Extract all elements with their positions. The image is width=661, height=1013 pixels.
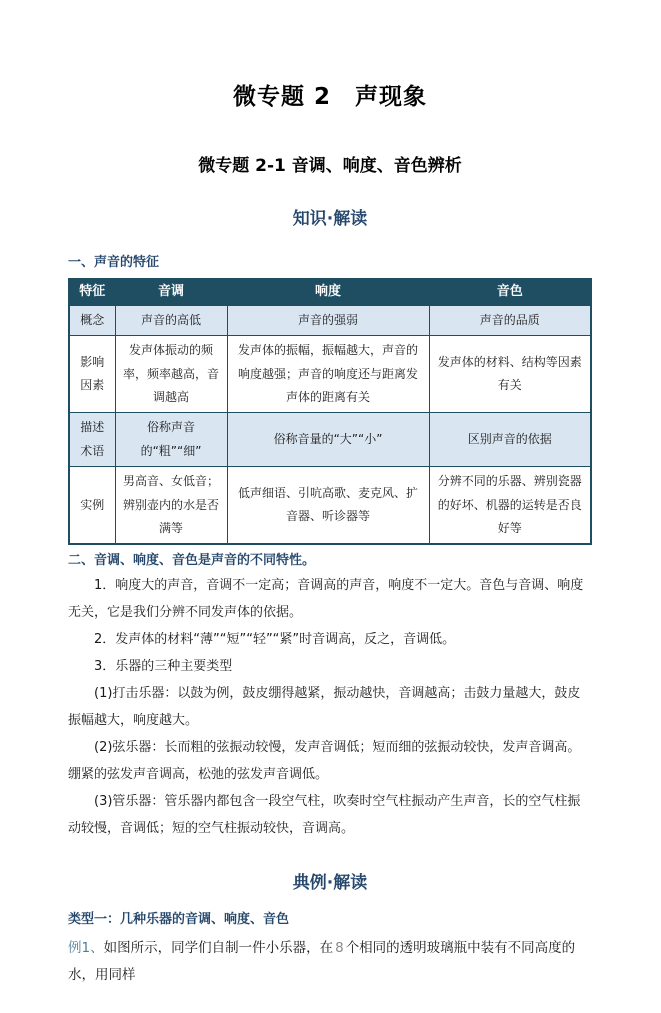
row-label: 概念	[69, 305, 115, 335]
knowledge-paragraph-6: (3)管乐器：管乐器内都包含一段空气柱，吹奏时空气柱振动产生声音，长的空气柱振动较慢，音调低；短的空气柱振动较快，音调高。	[68, 794, 581, 837]
table-row-terms	[69, 413, 591, 467]
knowledge-paragraph-3: 3．乐器的三种主要类型	[94, 659, 233, 675]
part2-heading: 二、音调、响度、音色是声音的不同特性。	[68, 553, 316, 569]
example-1-label: 例1、	[68, 940, 104, 957]
row-label: 实例	[69, 467, 115, 545]
table-cell: 声音的高低	[115, 305, 227, 335]
example-1-paragraph	[68, 935, 592, 989]
knowledge-paragraph-4: (1)打击乐器：以鼓为例，鼓皮绷得越紧，振动越快，音调越高；击鼓力量越大，鼓皮振幅越大，响度越大。	[68, 686, 581, 729]
table-cell: 分辨不同的乐器、辨别瓷器的好坏、机器的运转是否良好等	[429, 467, 591, 545]
example-1-text-after: 个相同的透明玻璃瓶中装有不同高度的水，用同样	[68, 940, 576, 984]
table-row-factors	[69, 336, 591, 413]
table-row-examples	[69, 467, 591, 545]
row-label: 描述术语	[69, 413, 115, 467]
table-cell: 发声体振动的频率，频率越高，音调越高	[115, 336, 227, 413]
sound-features-table	[68, 278, 592, 545]
table-cell: 声音的强弱	[227, 305, 429, 335]
example-1-text-before: 如图所示，同学们自制一件小乐器，在	[103, 940, 334, 957]
header-cell-loudness: 响度	[227, 279, 429, 305]
part1-heading: 一、声音的特征	[68, 255, 160, 270]
header-cell-feature: 特征	[69, 279, 115, 305]
header-cell-timbre: 音色	[429, 279, 591, 305]
table-cell: 俗称声音的“粗”“细”	[115, 413, 227, 467]
table-cell: 低声细语、引吭高歌、麦克风、扩音器、听诊器等	[227, 467, 429, 545]
page-title: 微专题 2 声现象	[232, 84, 427, 110]
example-section-heading: 典例·解读	[292, 873, 368, 894]
row-label: 影响因素	[69, 336, 115, 413]
knowledge-section-heading: 知识·解读	[292, 209, 368, 229]
knowledge-paragraph-1: 1．响度大的声音，音调不一定高；音调高的声音，响度不一定大。音色与音调、响度无关，它是我们分辨不同发声体的依据。	[68, 578, 584, 621]
table-cell: 区别声音的依据	[429, 413, 591, 467]
knowledge-paragraph-5: (2)弦乐器：长而粗的弦振动较慢，发声音调低；短而细的弦振动较快，发声音调高。绷紧的弦发声音调高，松弛的弦发声音调低。	[68, 740, 581, 783]
table-cell: 发声体的材料、结构等因素有关	[429, 336, 591, 413]
table-cell: 俗称音量的“大”“小”	[227, 413, 429, 467]
example-type-heading: 类型一：几种乐器的音调、响度、音色	[68, 912, 290, 928]
table-cell: 男高音、女低音；辨别壶内的水是否满等	[115, 467, 227, 545]
header-cell-pitch: 音调	[115, 279, 227, 305]
table-cell: 声音的品质	[429, 305, 591, 335]
table-cell: 发声体的振幅，振幅越大，声音的响度越强；声音的响度还与距离发声体的距离有关	[227, 336, 429, 413]
table-header-row	[69, 279, 591, 305]
knowledge-paragraph-2: 2．发声体的材料“薄”“短”“轻”“紧”时音调高，反之，音调低。	[94, 632, 456, 648]
example-1-count: 8	[335, 940, 344, 957]
document-page	[0, 78, 661, 989]
table-row-concept	[69, 305, 591, 335]
page-subtitle: 微专题 2-1 音调、响度、音色辨析	[198, 156, 462, 176]
